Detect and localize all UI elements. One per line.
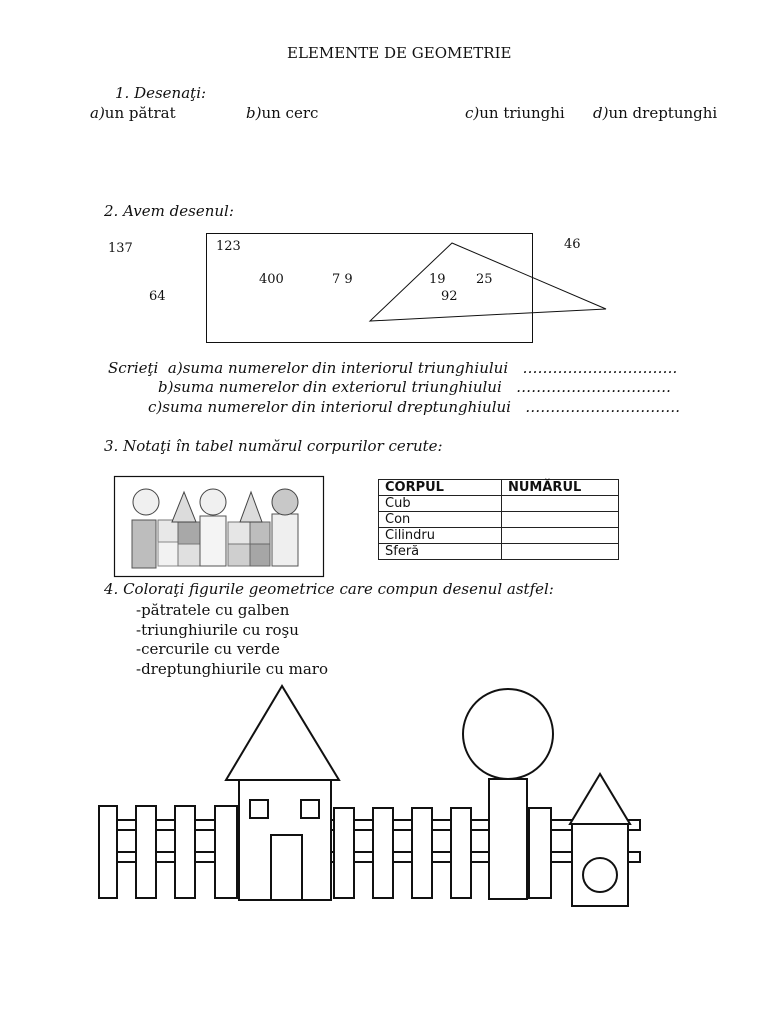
ex1-heading: 1. Desenaţi: <box>115 84 207 102</box>
ex2-number: 46 <box>564 237 581 252</box>
ex1-item-a-letter: a) <box>90 104 105 122</box>
ex1-item-c-text: un triunghi <box>479 104 565 122</box>
ex2-line-b-dots: …………………………. <box>516 378 671 396</box>
ex1-item-d-text: un dreptunghi <box>608 104 718 122</box>
ex2-line-c-letter: c) <box>148 398 163 416</box>
house-body-square <box>239 780 331 900</box>
table-cell-corpul: Cilindru <box>379 528 502 544</box>
ex2-line-c-text: suma numerelor din interiorul dreptunghiului <box>162 398 511 416</box>
fence-picket <box>334 808 354 898</box>
table-header-numarul: NUMĂRUL <box>502 480 619 496</box>
ex2-number: 7 9 <box>332 272 353 287</box>
ex2-number: 400 <box>259 272 284 287</box>
table-cell-corpul: Sferă <box>379 544 502 560</box>
page-title: ELEMENTE DE GEOMETRIE <box>287 44 512 62</box>
fence-picket <box>215 806 237 898</box>
ex1-item-d-letter: d) <box>593 104 609 122</box>
ex4-item: -triunghiurile cu roşu <box>136 621 299 639</box>
ex2-heading: 2. Avem desenul: <box>104 202 234 220</box>
ex2-number: 123 <box>216 239 241 254</box>
ex4-item: -pătratele cu galben <box>136 601 290 619</box>
ex2-number: 25 <box>476 272 493 287</box>
ex4-heading: 4. Coloraţi figurile geometrice care compun desenul astfel: <box>104 580 554 598</box>
ex2-line-a-dots: …………………………. <box>522 359 678 377</box>
ex2-number: 137 <box>108 241 133 256</box>
fence-picket <box>175 806 195 898</box>
ex2-line-c-dots: …………………………. <box>525 398 681 416</box>
tree-crown-circle <box>463 689 553 779</box>
ex2-line-a-letter: a) <box>167 359 183 377</box>
ex2-prompt: Scrieţi <box>108 359 159 377</box>
ex1-item-b-letter: b) <box>246 104 262 122</box>
ex3-heading: 3. Notaţi în tabel numărul corpurilor cerute: <box>104 437 443 455</box>
fence-picket <box>99 806 117 898</box>
table-header-corpul: CORPUL <box>379 480 502 496</box>
ex4-item: -dreptunghiurile cu maro <box>136 660 328 678</box>
tower-roof-triangle <box>570 774 630 824</box>
tower-body-rectangle <box>572 824 628 906</box>
tree-trunk-rectangle <box>489 779 527 899</box>
ex2-line-b-text: suma numerelor din exteriorul triunghiului <box>173 378 502 396</box>
fence-picket <box>136 806 156 898</box>
ex4-item: -cercurile cu verde <box>136 640 280 658</box>
ex2-line-a-text: suma numerelor din interiorul triunghiului <box>182 359 509 377</box>
fence-picket <box>412 808 432 898</box>
ex1-item-a-text: un pătrat <box>104 104 176 122</box>
ex2-number: 64 <box>149 289 166 304</box>
ex1-item-c-letter: c) <box>465 104 480 122</box>
fence-picket <box>451 808 471 898</box>
ex2-number: 19 <box>429 272 446 287</box>
ex2-number: 92 <box>441 289 458 304</box>
ex2-line-b-letter: b) <box>158 378 174 396</box>
table-cell-corpul: Con <box>379 512 502 528</box>
table-cell-corpul: Cub <box>379 496 502 512</box>
house-roof-triangle <box>226 686 339 780</box>
ex1-item-b-text: un cerc <box>261 104 319 122</box>
fence-picket <box>529 808 551 898</box>
fence-picket <box>373 808 393 898</box>
